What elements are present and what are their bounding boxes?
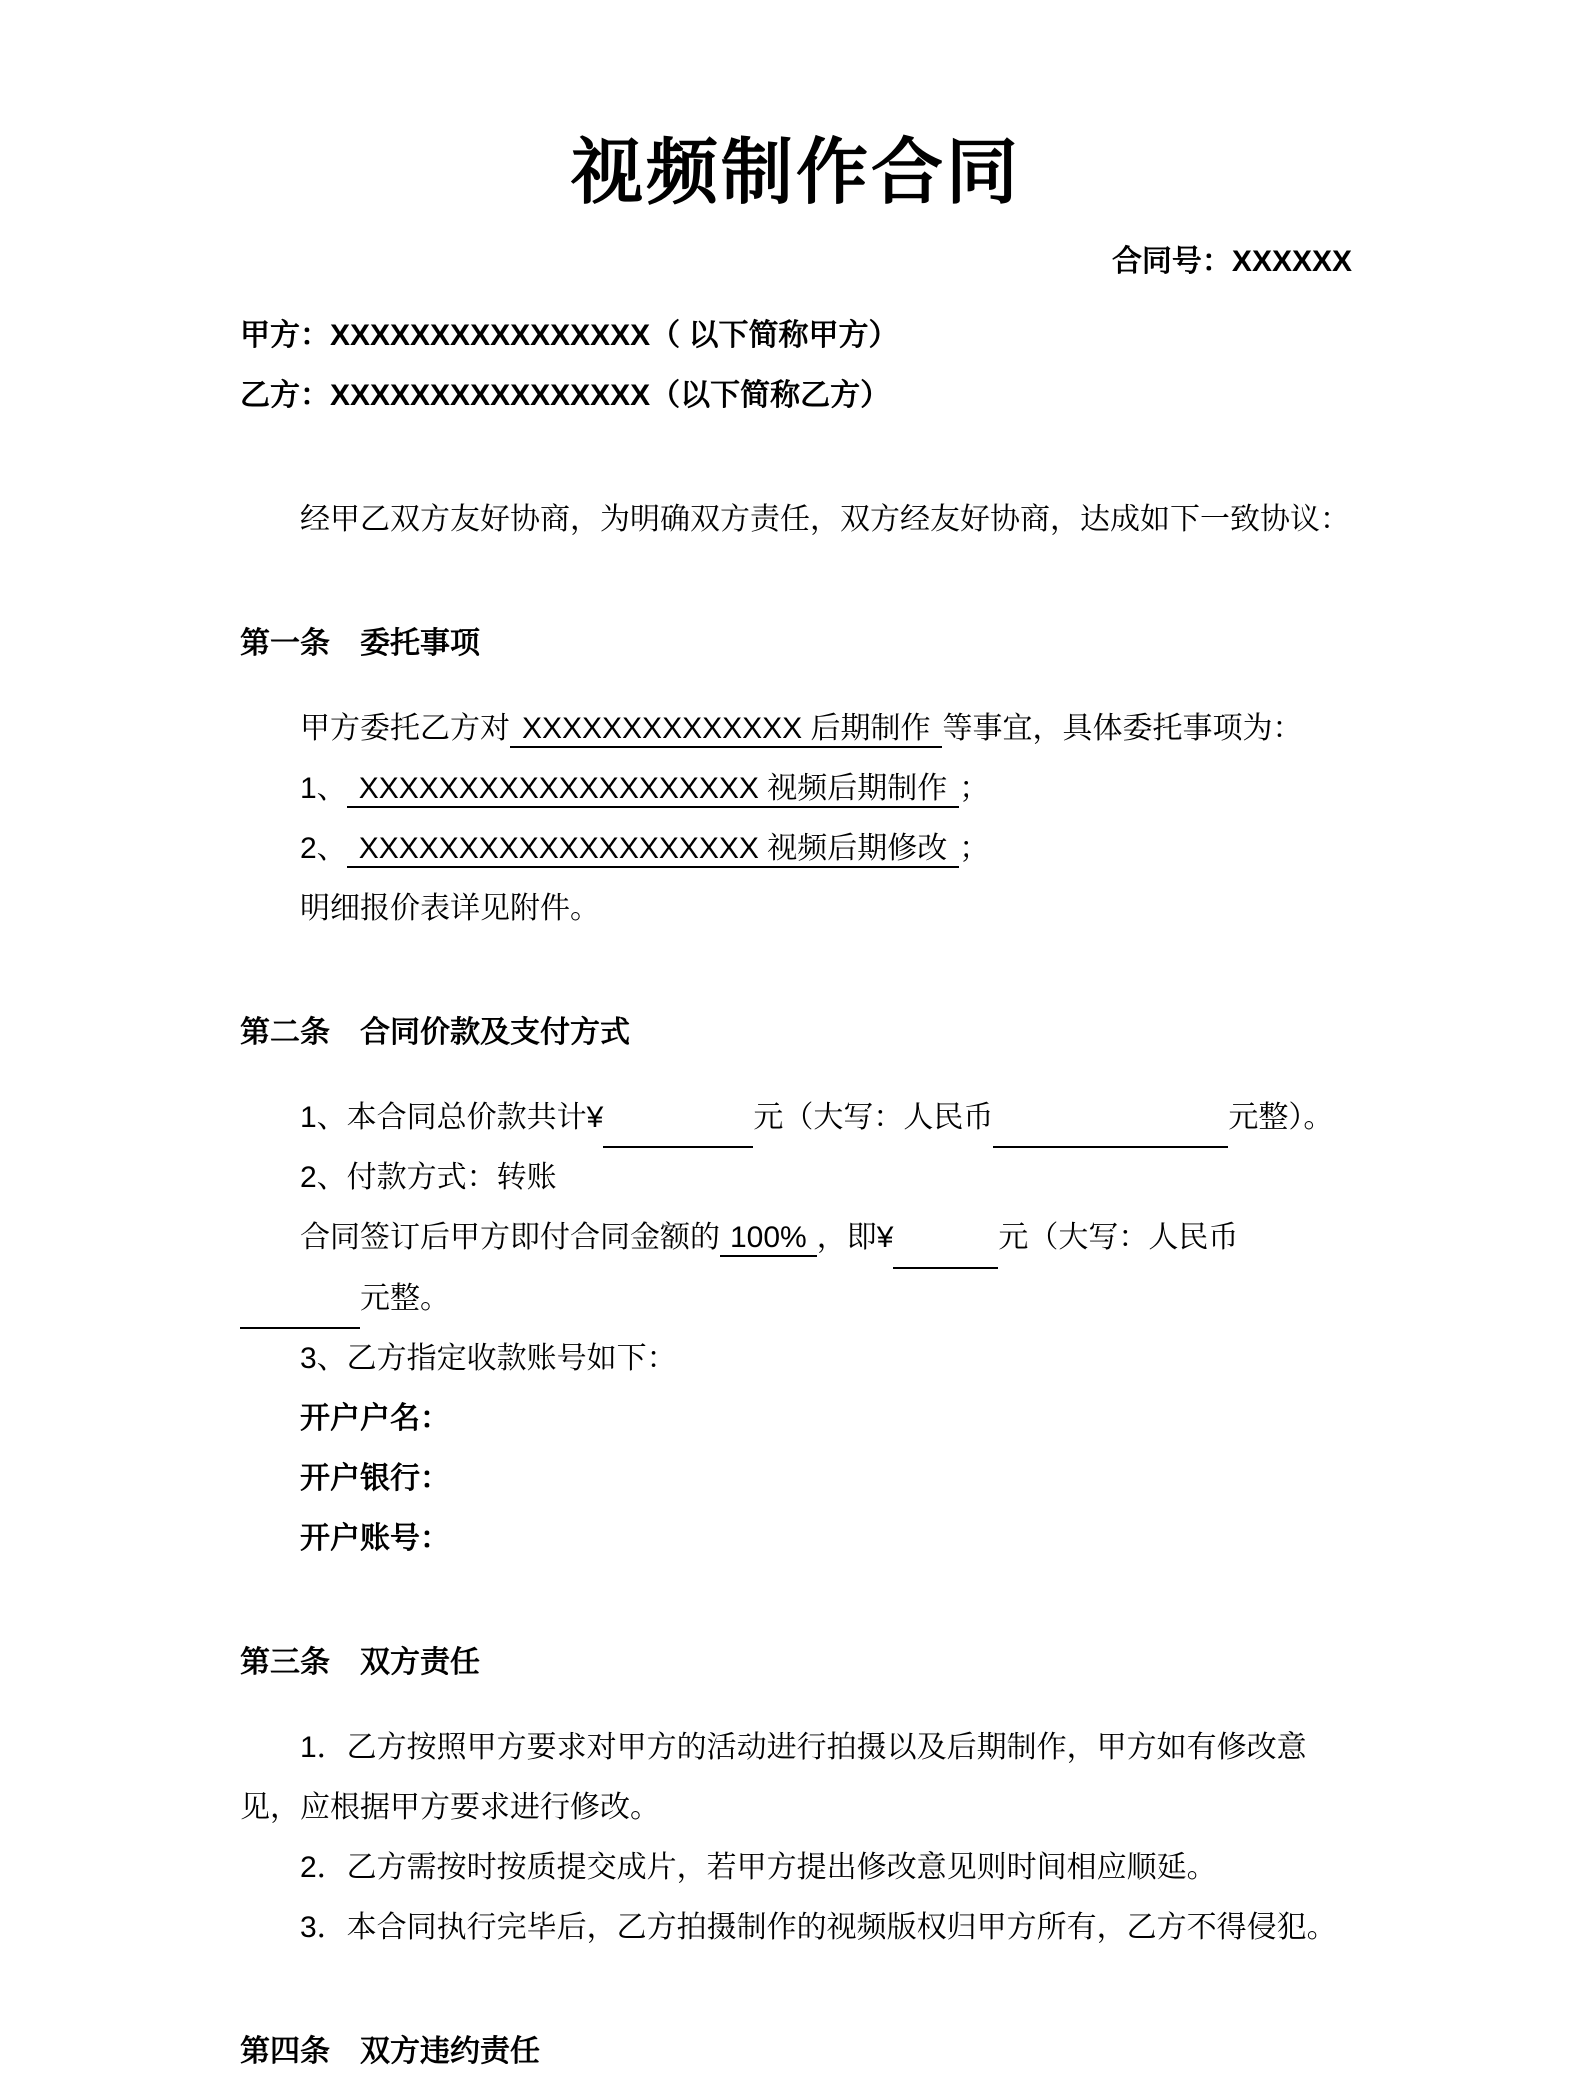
section1-item1-number: 1、 xyxy=(300,771,347,805)
section2-price-line xyxy=(240,1088,1352,1148)
payment-amount-words-blank xyxy=(240,1293,360,1329)
payment-post: 元整。 xyxy=(360,1281,450,1315)
price-line-mid: 元（大写：人民币 xyxy=(753,1100,994,1134)
section1-lead-post: 等事宜，具体委托事项为： xyxy=(942,711,1303,745)
document-title: 视频制作合同 xyxy=(570,133,1021,213)
section3-item-1: 1．乙方按照甲方要求对甲方的活动进行拍摄以及后期制作，甲方如有修改意见，应根据甲方要求进行修改。 xyxy=(240,1730,1307,1824)
section2-heading: 第二条 合同价款及支付方式 xyxy=(240,1015,630,1049)
section1-item-2 xyxy=(240,819,1352,879)
section1-item-1 xyxy=(240,759,1352,819)
account-bank-label: 开户银行： xyxy=(300,1461,450,1495)
payment-mid1: ，即¥ xyxy=(816,1220,894,1254)
price-line-pre: 1、本合同总价款共计¥ xyxy=(300,1100,604,1134)
section3-item-2: 2．乙方需按时按质提交成片，若甲方提出修改意见则时间相应顺延。 xyxy=(300,1850,1217,1884)
section1-note: 明细报价表详见附件。 xyxy=(300,891,600,925)
section2-payment-paragraph xyxy=(240,1208,1352,1329)
section1-item2-underlined: XXXXXXXXXXXXXXXXXXXX 视频后期修改 xyxy=(347,832,960,868)
price-amount-words-blank xyxy=(993,1112,1228,1148)
section1-lead-underlined: XXXXXXXXXXXXXX 后期制作 xyxy=(510,712,942,748)
party-b-line: 乙方：XXXXXXXXXXXXXXXX（以下简称乙方） xyxy=(240,379,891,412)
account-name-label: 开户户名： xyxy=(300,1401,450,1435)
section1-item1-underlined: XXXXXXXXXXXXXXXXXXXX 视频后期制作 xyxy=(347,772,960,808)
payment-amount-blank xyxy=(893,1233,998,1269)
price-line-post: 元整）。 xyxy=(1228,1100,1334,1134)
section1-lead-paragraph xyxy=(240,699,1352,759)
section2-pay-method: 2、付款方式：转账 xyxy=(300,1160,557,1194)
account-number-label: 开户账号： xyxy=(300,1521,450,1555)
price-amount-blank xyxy=(603,1112,753,1148)
payment-mid2: 元（大写：人民币 xyxy=(998,1220,1239,1254)
intro-paragraph: 经甲乙双方友好协商，为明确双方责任，双方经友好协商，达成如下一致协议： xyxy=(300,503,1350,536)
contract-number: 合同号：XXXXXX xyxy=(1111,245,1352,278)
section1-item2-post: ； xyxy=(959,831,990,865)
section1-lead-pre: 甲方委托乙方对 xyxy=(300,711,510,745)
party-a-line: 甲方：XXXXXXXXXXXXXXXX（ 以下简称甲方） xyxy=(240,319,899,352)
section1-heading: 第一条 委托事项 xyxy=(240,627,480,660)
section4-heading: 第四条 双方违约责任 xyxy=(240,2034,540,2068)
payment-percent-underlined: 100% xyxy=(720,1221,817,1257)
section3-item-3: 3．本合同执行完毕后，乙方拍摄制作的视频版权归甲方所有，乙方不得侵犯。 xyxy=(300,1910,1337,1944)
section1-item1-post: ； xyxy=(959,771,990,805)
section3-heading: 第三条 双方责任 xyxy=(240,1645,480,1679)
payment-pre: 合同签订后甲方即付合同金额的 xyxy=(300,1220,720,1254)
section2-account-lead: 3、乙方指定收款账号如下： xyxy=(300,1341,677,1375)
section1-item2-number: 2、 xyxy=(300,831,347,865)
